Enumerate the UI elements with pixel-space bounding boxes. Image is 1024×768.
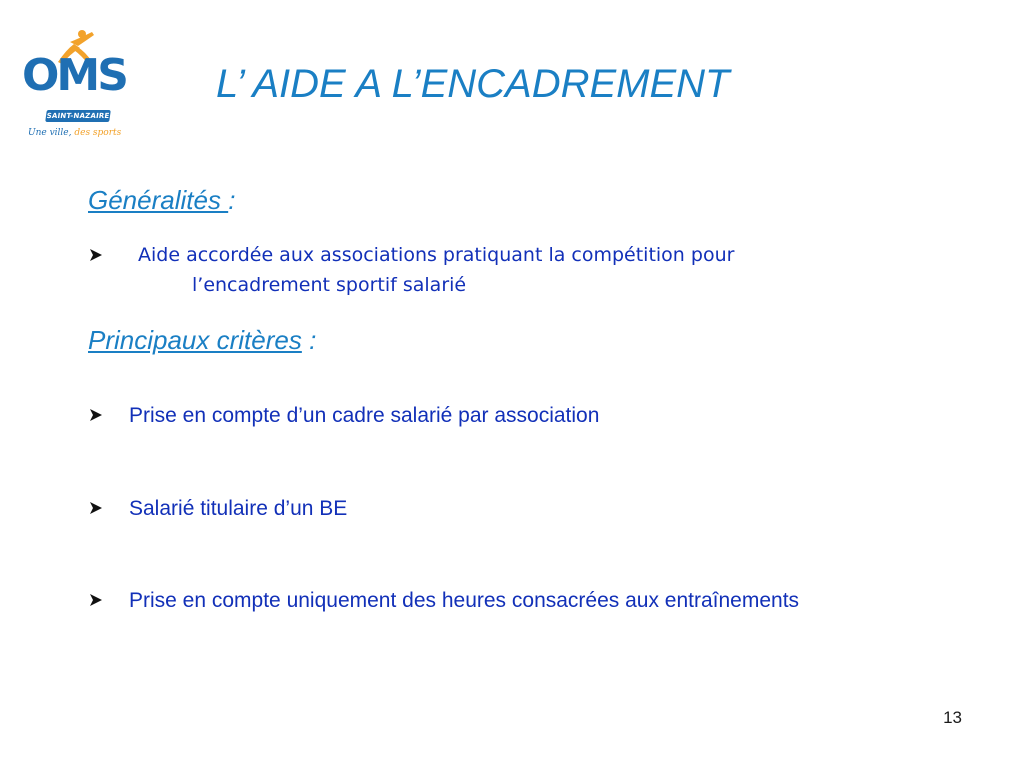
logo-ribbon: SAINT-NAZAIRE bbox=[46, 112, 110, 120]
bullet-generalites-line2: l’encadrement sportif salarié bbox=[192, 274, 467, 296]
heading-generalites-text: Généralités bbox=[88, 185, 229, 215]
bullet-critere-1: Prise en compte d’un cadre salarié par association bbox=[129, 404, 600, 427]
heading-generalites-colon: : bbox=[228, 185, 236, 215]
arrow-bullet-icon bbox=[89, 501, 103, 515]
arrow-bullet-icon bbox=[89, 248, 103, 262]
heading-criteres-colon: : bbox=[301, 325, 317, 355]
logo-tagline bbox=[28, 128, 128, 138]
slide-title: L’ AIDE A L’ENCADREMENT bbox=[216, 62, 730, 106]
logo-tagline-part2: des sports bbox=[74, 128, 122, 138]
bullet-critere-2: Salarié titulaire d’un BE bbox=[129, 497, 348, 520]
page-number: 13 bbox=[943, 708, 962, 727]
heading-criteres-text: Principaux critères bbox=[88, 325, 302, 355]
logo-wordmark: OMS bbox=[22, 50, 126, 101]
logo-tagline-part1: Une ville, bbox=[28, 128, 72, 138]
oms-logo bbox=[22, 28, 126, 146]
arrow-bullet-icon bbox=[89, 408, 103, 422]
section-heading-criteres bbox=[88, 326, 316, 355]
section-heading-generalites bbox=[88, 186, 235, 215]
arrow-bullet-icon bbox=[89, 593, 103, 607]
bullet-generalites bbox=[138, 240, 734, 300]
bullet-critere-3: Prise en compte uniquement des heures consacrées aux entraînements bbox=[129, 589, 800, 612]
bullet-generalites-line1: Aide accordée aux associations pratiquant la compétition pour bbox=[138, 244, 735, 266]
